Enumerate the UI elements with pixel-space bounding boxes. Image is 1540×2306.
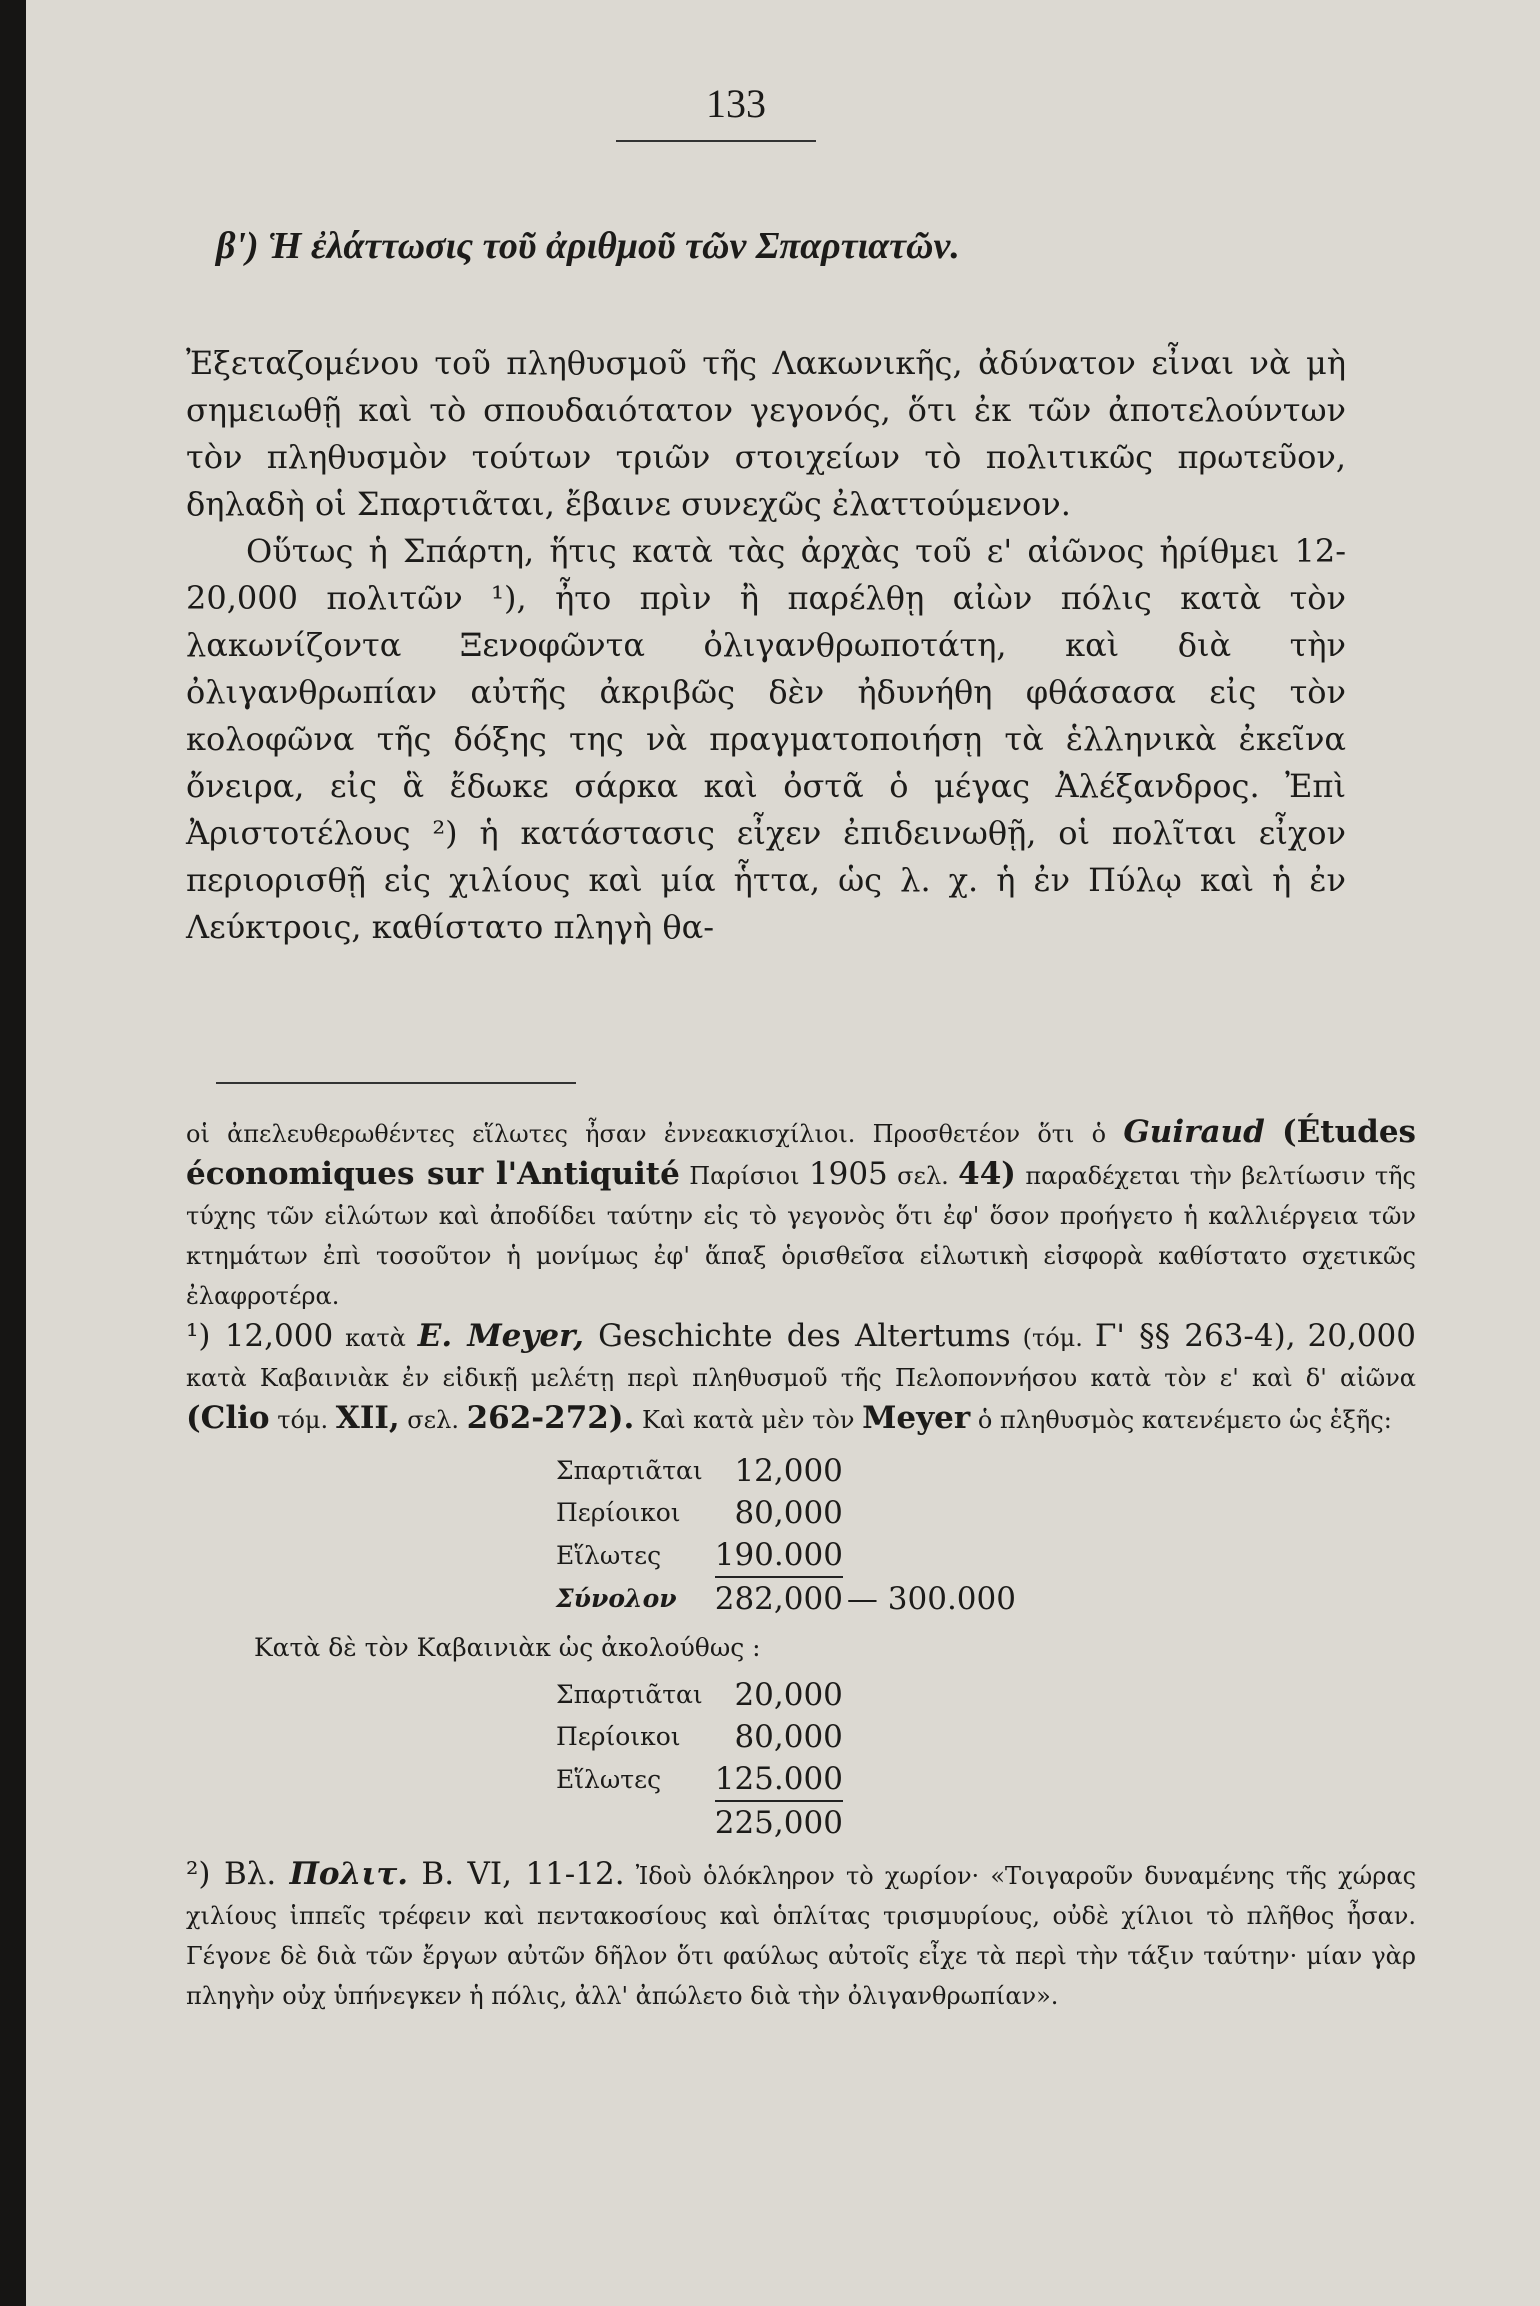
- footnote-2: [186, 1854, 1416, 2016]
- table-value: 20,000: [734, 1677, 843, 1713]
- table-row: [556, 1716, 843, 1758]
- footnote-work-title: Πολιτ.: [289, 1856, 408, 1892]
- footnote-marker: ²): [186, 1856, 211, 1892]
- paragraph-2: Οὕτως ἡ Σπάρτη, ἥτις κατὰ τὰς ἀρχὰς τοῦ ε' αἰῶνος ἠρίθμει 12-20,000 πολιτῶν ¹), ἦτο πρὶν ἢ παρέλθῃ αἰὼν πόλις κατὰ τὸν λακωνίζοντα Ξενοφῶντα ὀλιγανθρωποτάτη, καὶ διὰ τὴν ὀλιγανθρωπίαν αὐτῆς ἀκριβῶς δὲν ἠδυνήθη φθάσασα εἰς τὸν κολοφῶνα τῆς δόξης της νὰ πραγματοποιήσῃ τὰ ἑλληνικὰ ἐκεῖνα ὄνειρα, εἰς ἃ ἔδωκε σάρκα καὶ ὀστᾶ ὁ μέγας Ἀλέξανδρος. Ἐπὶ Ἀριστοτέλους ²) ἡ κατάστασις εἶχεν ἐπιδεινωθῇ, οἱ πολῖται εἶχον περιορισθῇ εἰς χιλίους καὶ μία ἧττα, ὡς λ. χ. ἡ ἐν Πύλῳ καὶ ἡ ἐν Λεύκτροις, καθίστατο πληγὴ θα-: [186, 532, 1346, 946]
- table-label: Περίοικοι: [556, 1722, 681, 1751]
- table-label: Σπαρτιᾶται: [556, 1456, 703, 1485]
- table-value: 125.000: [714, 1761, 843, 1797]
- footnote-marker: ¹): [186, 1318, 211, 1354]
- footnote-text: παραδέχεται τὴν βελτίωσιν τῆς τύχης τῶν εἱλώτων καὶ ἀποδίδει ταύτην εἰς τὸ γεγονὸς ὅτι ἐφ' ὅσον προήγετο ἡ καλλιέργεια τῶν κτημάτων ἐπὶ τοσοῦτον ἡ μονίμως ἐφ' ἅπαξ ὁρισθεῖσα εἱλωτικὴ εἰσφορὰ καθίστατο σχετικῶς ἐλαφροτέρα.: [186, 1162, 1416, 1310]
- footnote-number: 20,000: [1307, 1318, 1416, 1354]
- footnote-ref: Γ' §§ 263-4),: [1094, 1318, 1296, 1354]
- footnote-text: Βλ.: [210, 1856, 290, 1892]
- footnote-journal: (Clio: [186, 1400, 270, 1436]
- table-label: Περίοικοι: [556, 1498, 681, 1527]
- footnote-text: κατὰ: [333, 1324, 418, 1352]
- footnote-text: σελ.: [887, 1162, 959, 1190]
- footnote-text: κατὰ Καβαινιὰκ ἐν εἰδικῇ μελέτῃ περὶ πληθυσμοῦ τῆς Πελοποννήσου κατὰ τὸν ε' καὶ δ' αἰῶνα: [186, 1364, 1416, 1392]
- footnote-text: (τόμ.: [1010, 1324, 1095, 1352]
- footnote-year: 1905: [808, 1156, 888, 1192]
- footnote-text: ὁ πληθυσμὸς κατενέμετο ὡς ἑξῆς:: [970, 1406, 1392, 1434]
- footnote-ref: Β. VI, 11-12.: [408, 1856, 625, 1892]
- table-total-label: Σύνολον: [556, 1584, 677, 1613]
- table-label: Εἵλωτες: [556, 1541, 662, 1570]
- footnote-1: [186, 1316, 1416, 1440]
- book-spine-shadow: [0, 0, 26, 2306]
- population-table-kavaignac: [556, 1674, 843, 1844]
- table-row: [556, 1758, 843, 1801]
- table-total-row: [556, 1577, 1028, 1620]
- table-row: [556, 1674, 843, 1716]
- page-number-rule: [616, 140, 816, 142]
- footnote-text: Ἰδοὺ ὁλόκληρον τὸ χωρίον· «Τοιγαροῦν δυναμένης τῆς χώρας χιλίους ἱππεῖς τρέφειν καὶ πεντακοσίους καὶ ὁπλίτας τρισμυρίους, οὐδὲ χίλιοι τὸ πλῆθος ἦσαν. Γέγονε δὲ διὰ τῶν ἔργων αὐτῶν δῆλον ὅτι φαύλως αὐτοῖς εἶχε τὰ περὶ τὴν τάξιν ταύτην· μίαν γὰρ πληγὴν οὐχ ὑπήνεγκεν ἡ πόλις, ἀλλ' ἀπώλετο διὰ τὴν ὀλιγανθρωπίαν».: [186, 1862, 1417, 2010]
- footnote-separator: [216, 1082, 576, 1084]
- table-value: 190.000: [714, 1537, 843, 1573]
- footnote-author: E. Meyer,: [417, 1318, 584, 1354]
- table-value: 80,000: [734, 1495, 843, 1531]
- footnote-page-ref: 44): [958, 1156, 1016, 1192]
- table-row: [556, 1492, 1028, 1534]
- table-total-value: 225,000: [715, 1801, 843, 1844]
- population-table-meyer: [556, 1450, 1028, 1620]
- footnote-text: Καὶ κατὰ μὲν τὸν: [634, 1406, 863, 1434]
- footnote-author: Guiraud: [1123, 1114, 1265, 1150]
- footnote-work-title: (Études économiques sur l'Antiquité: [186, 1114, 1416, 1192]
- table-label: Εἵλωτες: [556, 1765, 662, 1794]
- table-value: 12,000: [734, 1453, 843, 1489]
- page-number: 133: [706, 81, 766, 126]
- kavaignac-intro: Κατὰ δὲ τὸν Καβαινιὰκ ὡς ἀκολούθως :: [254, 1633, 761, 1662]
- table-value: 80,000: [734, 1719, 843, 1755]
- table-total-row: [556, 1801, 843, 1844]
- section-heading: β') Ἡ ἐλάττωσις τοῦ ἀριθμοῦ τῶν Σπαρτιατῶν.: [216, 225, 960, 267]
- footnote-text: Παρίσιοι: [679, 1162, 809, 1190]
- footnote-number: 12,000: [210, 1318, 334, 1354]
- footnote-pages: 262-272).: [466, 1400, 635, 1436]
- footnote-continued: [186, 1112, 1416, 1316]
- footnote-author: Meyer: [862, 1400, 971, 1436]
- footnote-text: οἱ ἀπελευθερωθέντες εἵλωτες ἦσαν ἐννεακισχίλιοι. Προσθετέον ὅτι ὁ: [186, 1120, 1124, 1148]
- paragraph-1: Ἐξεταζομένου τοῦ πληθυσμοῦ τῆς Λακωνικῆς, ἀδύνατον εἶναι νὰ μὴ σημειωθῇ καὶ τὸ σπουδαιότατον γεγονός, ὅτι ἐκ τῶν ἀποτελούντων τὸν πληθυσμὸν τούτων τριῶν στοιχείων τὸ πολιτικῶς πρωτεῦον, δηλαδὴ οἱ Σπαρτιᾶται, ἔβαινε συνεχῶς ἐλαττούμενον.: [186, 344, 1346, 523]
- table-label: Σπαρτιᾶται: [556, 1680, 703, 1709]
- table-total-extra: — 300.000: [846, 1581, 1016, 1617]
- footnote-text: τόμ.: [269, 1406, 336, 1434]
- book-page: [26, 0, 1540, 2306]
- table-total-value: 282,000: [715, 1577, 843, 1620]
- footnote-volume: XII,: [335, 1400, 400, 1436]
- footnote-text: σελ.: [399, 1406, 467, 1434]
- footnotes: [186, 1112, 1416, 2016]
- table-row: [556, 1534, 1028, 1577]
- footnote-work-title: Geschichte des Altertums: [583, 1318, 1011, 1354]
- table-row: [556, 1450, 1028, 1492]
- main-text: [186, 340, 1346, 951]
